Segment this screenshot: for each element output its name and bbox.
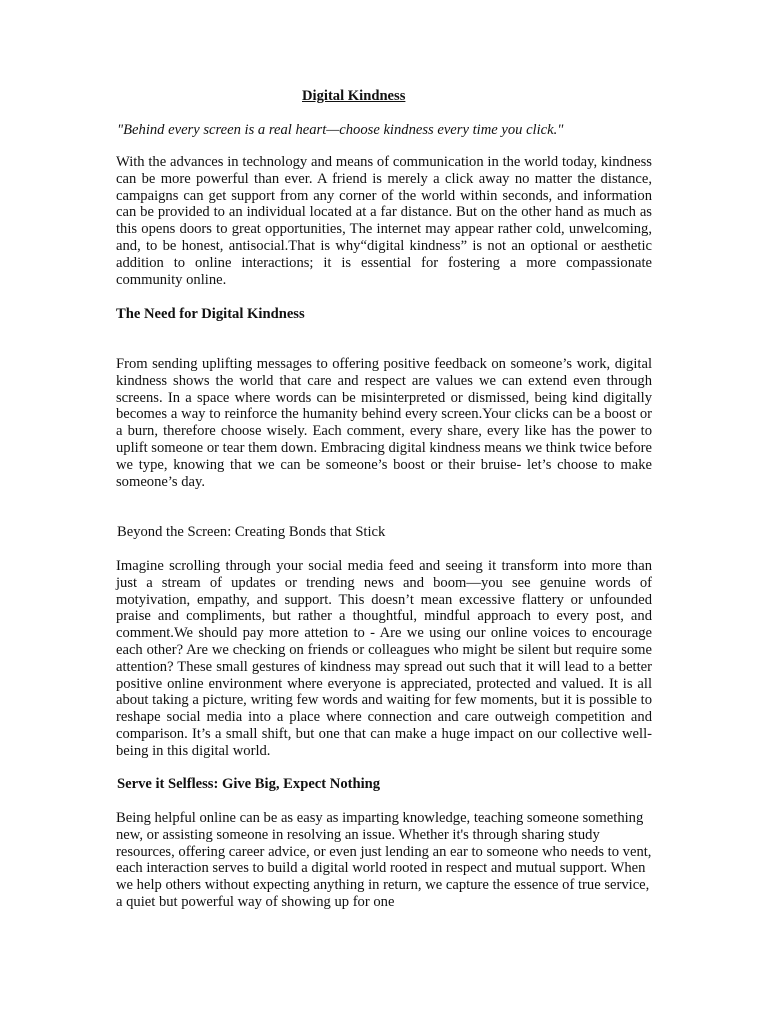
intro-paragraph: With the advances in technology and means of communication in the world today, kindness can be more powerful than ever. A friend is merely a click away no matter the distance, campaigns can get support from any corner of the world within seconds, and information can be provided to an individual located at a far distance. But on the other hand as much as this opens doors to great opportunities, The internet may appear rather cold, unwelcoming, and, to be honest, antisocial.That is why“digital kindness” is not an optional or aesthetic addition to online interactions; it is essential for fostering a more compassionate community online. [116, 154, 652, 288]
section-heading-beyond: Beyond the Screen: Creating Bonds that Stick [117, 524, 386, 540]
section-paragraph-serve: Being helpful online can be as easy as imparting knowledge, teaching someone something new, or assisting someone in resolving an issue. Whether it's through sharing study resources, offering career advice, or even just lending an ear to someone who needs to vent, each interaction serves to build a digital world rooted in respect and mutual support. When we help others without expecting anything in return, we capture the essence of true service, a quiet but powerful way of showing up for one [116, 810, 652, 910]
opening-quote: "Behind every screen is a real heart—choose kindness every time you click." [117, 122, 564, 138]
section-heading-serve: Serve it Selfless: Give Big, Expect Nothing [117, 776, 381, 792]
document-title-text: Digital Kindness [302, 88, 406, 104]
section-heading-need: The Need for Digital Kindness [116, 306, 305, 322]
section-paragraph-beyond: Imagine scrolling through your social media feed and seeing it transform into more than just a stream of updates or trending news and boom—you see genuine words of motyivation, empathy, and support. This doesn’t mean excessive flattery or unfounded praise and compliments, but rather a thoughtful, mindful approach to every post, and comment.We should pay more attetion to - Are we using our online voices to encourage each other? Are we checking on friends or colleagues who might be silent but require some attention? These small gestures of kindness may spread out such that it will lead to a better positive online environment where everyone is appreciated, protected and valued. It is all about taking a picture, writing few words and waiting for few moments, but it is possible to reshape social media into a place where connection and care outweigh competition and comparison. It’s a small shift, but one that can make a huge impact on our collective well-being in this digital world. [116, 558, 652, 759]
section-paragraph-need: From sending uplifting messages to offering positive feedback on someone’s work, digital kindness shows the world that care and respect are values we can extend even through screens. In a space where words can be misinterpreted or dismissed, being kind digitally becomes a way to reinforce the humanity behind every screen.Your clicks can be a boost or a burn, therefore choose wisely. Each comment, every share, every like has the power to uplift someone or tear them down. Embracing digital kindness means we think twice before we type, knowing that we can be someone’s boost or their bruise- let’s choose to make someone’s day. [116, 356, 652, 490]
